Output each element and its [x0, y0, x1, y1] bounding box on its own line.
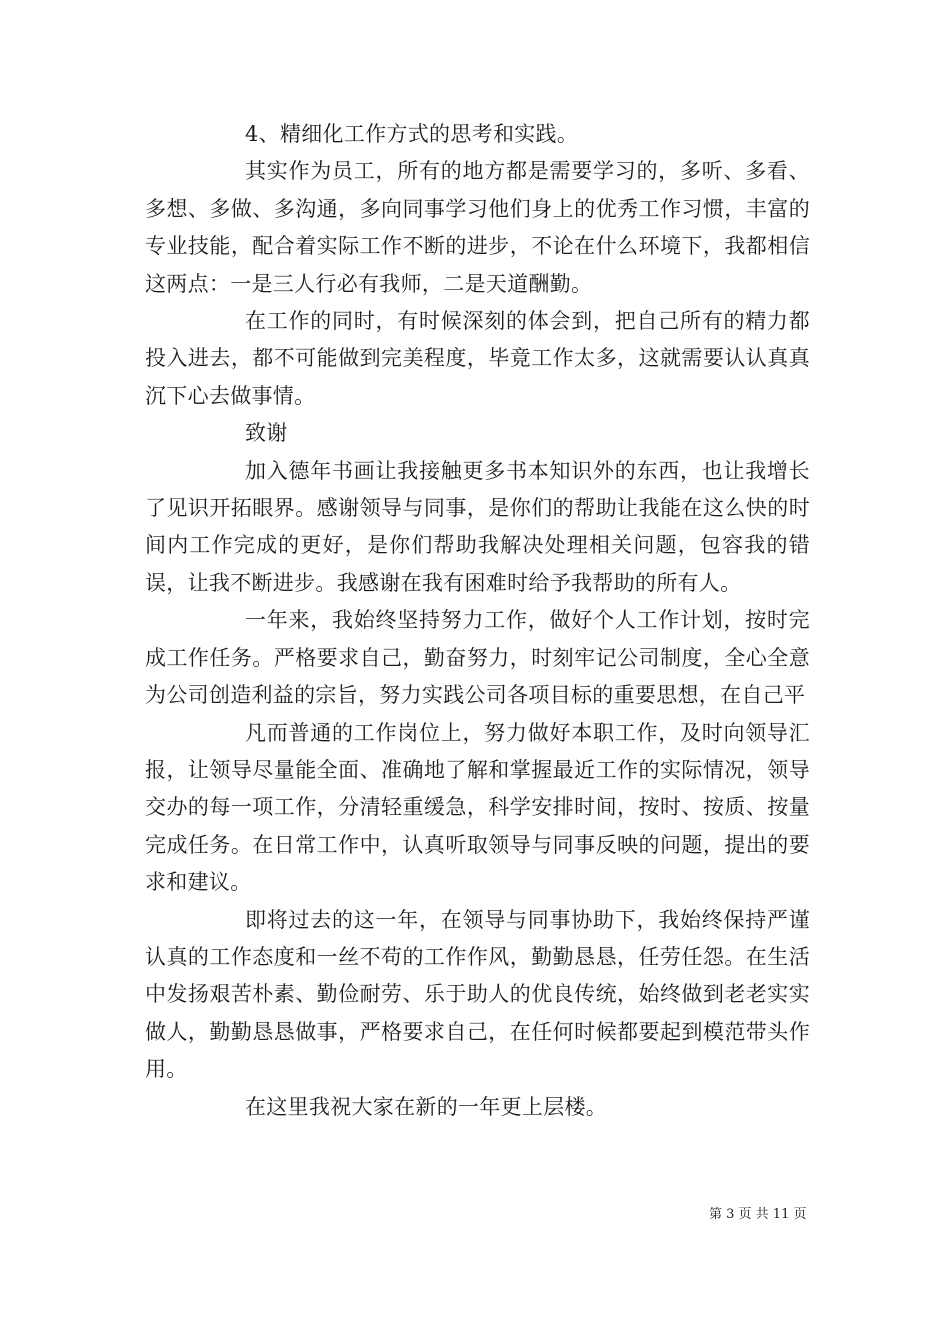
paragraph-year-review: 一年来，我始终坚持努力工作，做好个人工作计划，按时完成工作任务。严格要求自己，勤奋努力，时刻牢记公司制度，全心全意为公司创造利益的宗旨，努力实践公司各项目标的重要思想，在自己平 [145, 608, 810, 708]
paragraph-thanks-heading: 致谢 [245, 421, 288, 446]
paragraph-thanks: 加入德年书画让我接触更多书本知识外的东西，也让我增长了见识开拓眼界。感谢领导与同事，是你们的帮助让我能在这么快的时间内工作完成的更好，是你们帮助我解决处理相关问题，包容我的错误，让我不断进步。我感谢在我有困难时给予我帮助的所有人。 [145, 458, 810, 595]
page-number: 第 3 页 共 11 页 [709, 1207, 807, 1222]
document-body [145, 116, 810, 1126]
paragraph-attitude: 即将过去的这一年，在领导与同事协助下，我始终保持严谨认真的工作态度和一丝不苟的工作作风，勤勤恳恳，任劳任怨。在生活中发扬艰苦朴素、勤俭耐劳、乐于助人的优良传统，始终做到老老实实做人，勤勤恳恳做事，严格要求自己，在任何时候都要起到模范带头作用。 [145, 907, 810, 1082]
paragraph-learning: 其实作为员工，所有的地方都是需要学习的，多听、多看、多想、多做、多沟通，多向同事学习他们身上的优秀工作习惯，丰富的专业技能，配合着实际工作不断的进步，不论在什么环境下，我都相信这两点：一是三人行必有我师，二是天道酬勤。 [145, 159, 810, 296]
paragraph-heading-4: 4、精细化工作方式的思考和实践。 [245, 122, 579, 146]
paragraph-duties: 凡而普通的工作岗位上，努力做好本职工作，及时向领导汇报，让领导尽量能全面、准确地了解和掌握最近工作的实际情况，领导交办的每一项工作，分清轻重缓急，科学安排时间，按时、按质、按量完成任务。在日常工作中，认真听取领导与同事反映的问题，提出的要求和建议。 [145, 720, 810, 895]
paragraph-wishes: 在这里我祝大家在新的一年更上层楼。 [245, 1094, 608, 1119]
paragraph-focus: 在工作的同时，有时候深刻的体会到，把自己所有的精力都投入进去，都不可能做到完美程度，毕竟工作太多，这就需要认认真真沉下心去做事情。 [145, 309, 810, 408]
